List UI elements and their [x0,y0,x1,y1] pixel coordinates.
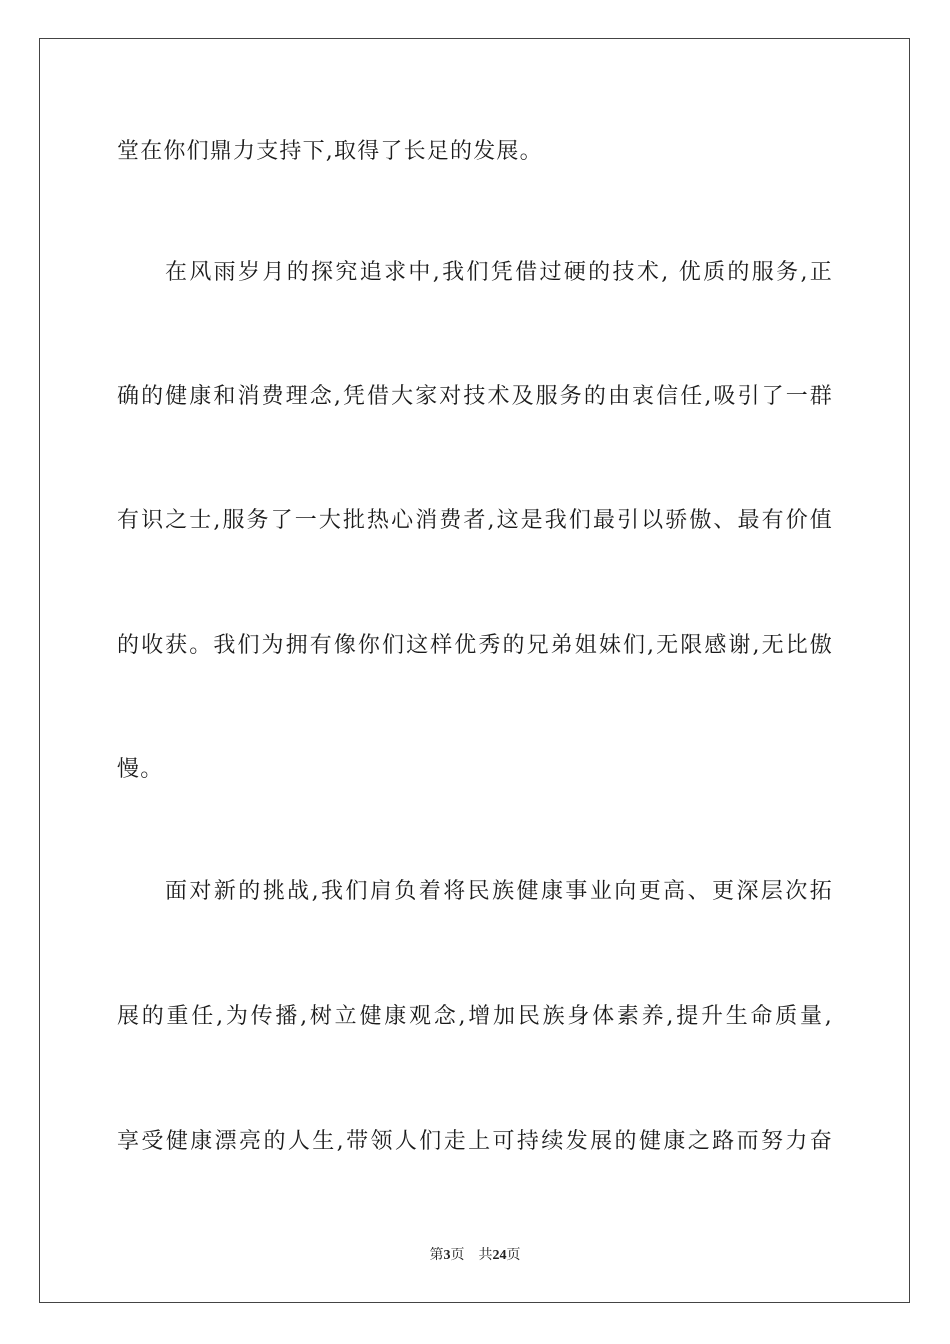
paragraph-line-7: 面对新的挑战,我们肩负着将民族健康事业向更高、更深层次拓 [165,879,833,904]
paragraph-line-3: 确的健康和消费理念,凭借大家对技术及服务的由衷信任,吸引了一群 [117,384,833,409]
paragraph-line-4: 有识之士,服务了一大批热心消费者,这是我们最引以骄傲、最有价值 [117,508,833,533]
paragraph-line-8: 展的重任,为传播,树立健康观念,增加民族身体素养,提升生命质量, [117,1004,833,1029]
total-prefix: 共 [478,1248,493,1263]
page-prefix: 第 [429,1248,444,1263]
page-suffix: 页 [450,1248,465,1263]
page-footer [0,1247,950,1265]
paragraph-line-9: 享受健康漂亮的人生,带领人们走上可持续发展的健康之路而努力奋 [117,1129,833,1154]
paragraph-line-5: 的收获。我们为拥有像你们这样优秀的兄弟姐妹们,无限感谢,无比傲 [117,633,833,658]
total-suffix: 页 [506,1248,521,1263]
page-border [39,38,910,1303]
paragraph-line-6: 慢。 [117,757,164,782]
total-pages: 24 [492,1248,507,1263]
paragraph-line-2: 在风雨岁月的探究追求中,我们凭借过硬的技术, 优质的服务,正 [165,260,833,285]
paragraph-line-1: 堂在你们鼎力支持下,取得了长足的发展。 [117,139,543,164]
page-number: 3 [443,1248,451,1263]
